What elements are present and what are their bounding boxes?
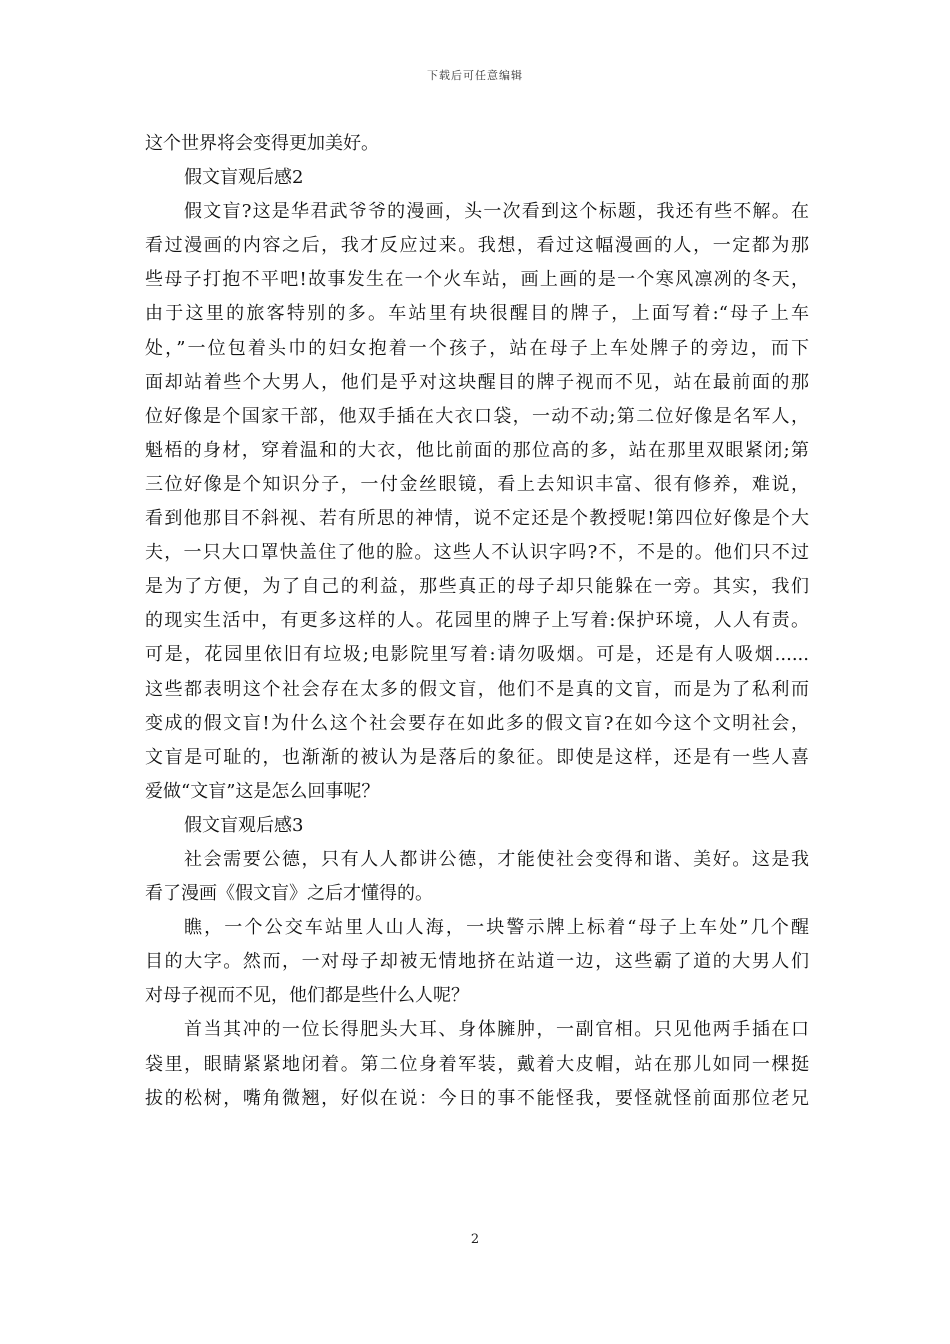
page-header-note: 下载后可任意编辑 (427, 69, 523, 82)
paragraph-line: 看过漫画的内容之后，我才反应过来。我想，看过这幅漫画的人，一定都为那 (145, 235, 809, 257)
paragraph-line: 的现实生活中，有更多这样的人。花园里的牌子上写着:保护环境，人人有责。 (145, 610, 809, 632)
page-number: 2 (470, 1232, 480, 1247)
paragraph-line: 文盲是可耻的，也渐渐的被认为是落后的象征。即使是这样，还是有一些人喜 (145, 746, 809, 768)
paragraph-line: 可是，花园里依旧有垃圾;电影院里写着:请勿吸烟。可是，还是有人吸烟...... (145, 644, 809, 666)
paragraph-line: 夫，一只大口罩快盖住了他的脸。这些人不认识字吗?不，不是的。他们只不过 (145, 542, 809, 564)
document-body (145, 127, 809, 1116)
paragraph-line: 首当其冲的一位长得肥头大耳、身体臃肿，一副官相。只见他两手插在口 (184, 1019, 809, 1041)
paragraph-line: 变成的假文盲!为什么这个社会要存在如此多的假文盲?在如今这个文明社会， (145, 712, 809, 734)
paragraph-line: 目的大字。然而，一对母子却被无情地挤在站道一边，这些霸了道的大男人们 (145, 951, 809, 973)
paragraph-line: 对母子视而不见，他们都是些什么人呢？ (145, 985, 469, 1007)
paragraph-line: 瞧，一个公交车站里人山人海，一块警示牌上标着“母子上车处”几个醒 (184, 917, 809, 939)
paragraph-line: 袋里，眼睛紧紧地闭着。第二位身着军装，戴着大皮帽，站在那儿如同一棵挺 (145, 1053, 809, 1075)
section-heading: 假文盲观后感2 (184, 167, 304, 189)
paragraph-line: 由于这里的旅客特别的多。车站里有块很醒目的牌子，上面写着:“母子上车 (145, 303, 809, 325)
paragraph-line: 拔的松树，嘴角微翘，好似在说：今日的事不能怪我，要怪就怪前面那位老兄 (145, 1087, 809, 1109)
paragraph-line: 这些都表明这个社会存在太多的假文盲，他们不是真的文盲，而是为了私利而 (145, 678, 809, 700)
paragraph-line: 处，”一位包着头巾的妇女抱着一个孩子，站在母子上车处牌子的旁边，而下 (145, 337, 809, 359)
paragraph-line: 魁梧的身材，穿着温和的大衣，他比前面的那位高的多，站在那里双眼紧闭;第 (145, 439, 809, 461)
section-heading: 假文盲观后感3 (184, 814, 304, 836)
paragraph-line: 面却站着些个大男人，他们是乎对这块醒目的牌子视而不见，站在最前面的那 (145, 371, 809, 393)
paragraph-line: 三位好像是个知识分子，一付金丝眼镜，看上去知识丰富、很有修养，难说， (145, 473, 809, 495)
paragraph-line: 些母子打抱不平吧!故事发生在一个火车站，画上画的是一个寒风凛冽的冬天， (145, 269, 809, 291)
paragraph-line: 社会需要公德，只有人人都讲公德，才能使社会变得和谐、美好。这是我 (184, 848, 809, 870)
paragraph-line: 这个世界将会变得更加美好。 (145, 133, 379, 154)
paragraph-line: 位好像是个国家干部，他双手插在大衣口袋，一动不动;第二位好像是名军人， (145, 405, 809, 427)
paragraph-line: 看了漫画《假文盲》之后才懂得的。 (145, 883, 433, 905)
paragraph-line: 爱做“文盲”这是怎么回事呢？ (145, 780, 380, 802)
paragraph-line: 是为了方便，为了自己的利益，那些真正的母子却只能躲在一旁。其实，我们 (145, 576, 809, 598)
paragraph-line: 看到他那目不斜视、若有所思的神情，说不定还是个教授呢!第四位好像是个大 (145, 508, 809, 530)
paragraph-line: 假文盲?这是华君武爷爷的漫画，头一次看到这个标题，我还有些不解。在 (184, 201, 809, 223)
